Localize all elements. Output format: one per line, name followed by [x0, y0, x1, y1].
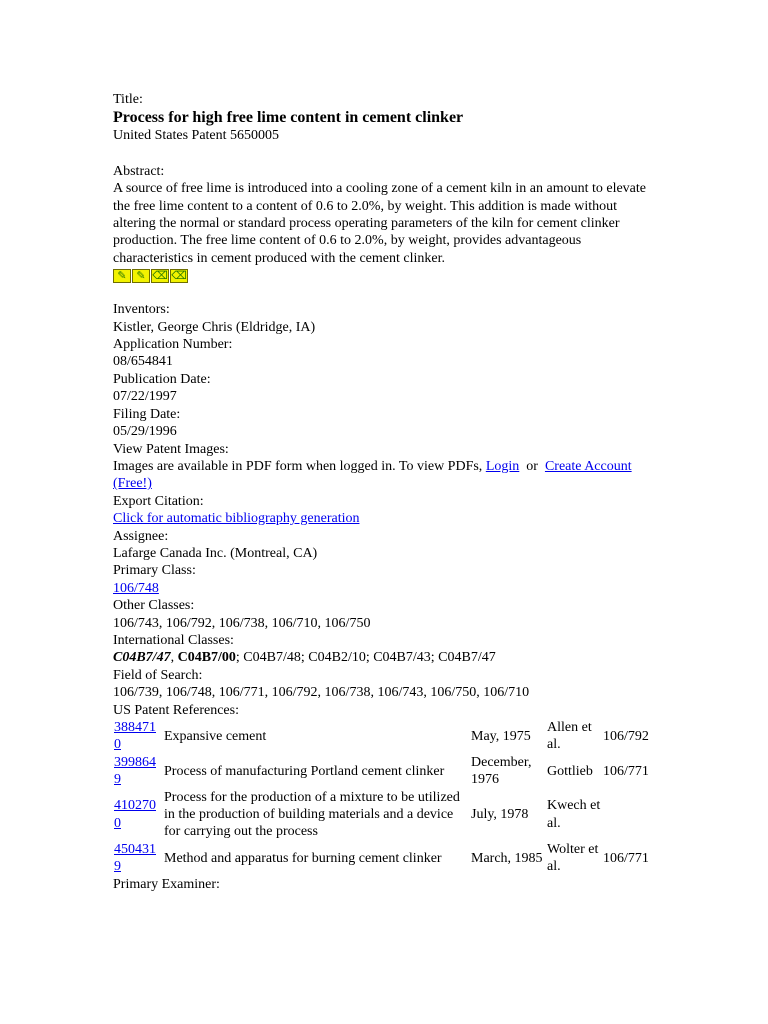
- table-row: [113, 754, 661, 789]
- pencil-icon[interactable]: ✎: [113, 269, 131, 283]
- ref-class: [602, 789, 661, 841]
- primary-examiner-label: Primary Examiner:: [113, 876, 220, 892]
- filing-label: Filing Date:: [113, 406, 181, 422]
- ref-title: Expansive cement: [164, 728, 267, 744]
- or-text: or: [526, 458, 538, 474]
- view-images-label: View Patent Images:: [113, 441, 229, 457]
- ref-date: December, 1976: [471, 754, 532, 788]
- bibliography-link[interactable]: Click for automatic bibliography generation: [113, 511, 360, 527]
- ref-inventor: Gottlieb: [547, 763, 593, 779]
- application-number: 08/654841: [113, 354, 173, 370]
- intl-secondary: C04B7/00: [177, 650, 236, 666]
- export-label: Export Citation:: [113, 493, 204, 509]
- inventors-value: Kistler, George Chris (Eldridge, IA): [113, 319, 316, 335]
- publication-date: 07/22/1997: [113, 389, 177, 405]
- inventors-label: Inventors:: [113, 302, 170, 318]
- patent-document: [113, 91, 661, 893]
- annotation-toolbar: [113, 269, 661, 283]
- images-note: [113, 458, 661, 493]
- ref-title: Process for the production of a mixture to be utilized in the production of building materials and a device for carrying out the process: [164, 789, 460, 840]
- ref-title: Process of manufacturing Portland cement clinker: [164, 763, 445, 779]
- intl-classes-label: International Classes:: [113, 632, 234, 648]
- field-search-label: Field of Search:: [113, 667, 203, 683]
- patent-title: Process for high free lime content in cement clinker: [113, 109, 464, 127]
- ref-inventor: Wolter et al.: [547, 841, 599, 875]
- ref-title: Method and apparatus for burning cement clinker: [164, 850, 442, 866]
- ref-number-link[interactable]: 3884710: [114, 720, 156, 753]
- other-classes-value: 106/743, 106/792, 106/738, 106/710, 106/750: [113, 615, 371, 631]
- abstract-text: A source of free lime is introduced into a cooling zone of a cement kiln in an amount to elevate the free lime content to a content of 0.6 to 2.0%, by weight. This addition is made without altering the normal or standard process operating parameters of the kiln for cement clinker production. The free lime content of 0.6 to 2.0%, by weight, provides advantageous characteristics in cement produced with the cement clinker.: [113, 181, 646, 266]
- other-classes-label: Other Classes:: [113, 598, 195, 614]
- intl-classes-value: C04B7/47, C04B7/00; C04B7/48; C04B2/10; C04B7/43; C04B7/47: [113, 650, 496, 666]
- ref-number-link[interactable]: 4504319: [114, 841, 156, 875]
- primary-class-link[interactable]: 106/748: [113, 580, 159, 596]
- ref-date: March, 1985: [471, 850, 543, 866]
- intl-rest: ; C04B7/48; C04B2/10; C04B7/43; C04B7/47: [235, 650, 496, 666]
- login-link[interactable]: Login: [485, 458, 520, 474]
- table-row: [113, 841, 661, 876]
- pencil-icon[interactable]: ✎: [132, 269, 150, 283]
- ref-class: 106/771: [603, 763, 649, 779]
- images-text: Images are available in PDF form when logged in. To view PDFs,: [113, 458, 483, 474]
- ref-number-link[interactable]: 3998649: [114, 754, 156, 788]
- ref-inventor: Allen et al.: [547, 720, 592, 753]
- assignee-label: Assignee:: [113, 528, 169, 544]
- create-account-link[interactable]: Create Account (Free!): [113, 458, 632, 492]
- primary-class-label: Primary Class:: [113, 563, 196, 579]
- abstract-label: Abstract:: [113, 163, 165, 179]
- table-row: [113, 789, 661, 841]
- eraser-icon[interactable]: ⌫: [171, 269, 187, 283]
- assignee-value: Lafarge Canada Inc. (Montreal, CA): [113, 545, 318, 561]
- table-row: [113, 719, 661, 754]
- field-search-value: 106/739, 106/748, 106/771, 106/792, 106/738, 106/743, 106/750, 106/710: [113, 685, 530, 701]
- publication-label: Publication Date:: [113, 371, 211, 387]
- references-table: [113, 719, 661, 876]
- title-label: Title:: [113, 92, 143, 107]
- ref-class: 106/771: [603, 850, 649, 866]
- ref-class: 106/792: [603, 728, 649, 744]
- patent-number: United States Patent 5650005: [113, 128, 280, 144]
- intl-primary: C04B7/47: [113, 650, 171, 666]
- us-refs-label: US Patent References:: [113, 702, 239, 718]
- application-label: Application Number:: [113, 337, 233, 353]
- filing-date: 05/29/1996: [113, 424, 177, 440]
- eraser-icon[interactable]: ⌫: [152, 269, 168, 283]
- ref-number-link[interactable]: 4102700: [114, 798, 156, 831]
- ref-date: July, 1978: [471, 807, 529, 823]
- ref-inventor: Kwech et al.: [547, 798, 601, 831]
- ref-date: May, 1975: [471, 728, 531, 744]
